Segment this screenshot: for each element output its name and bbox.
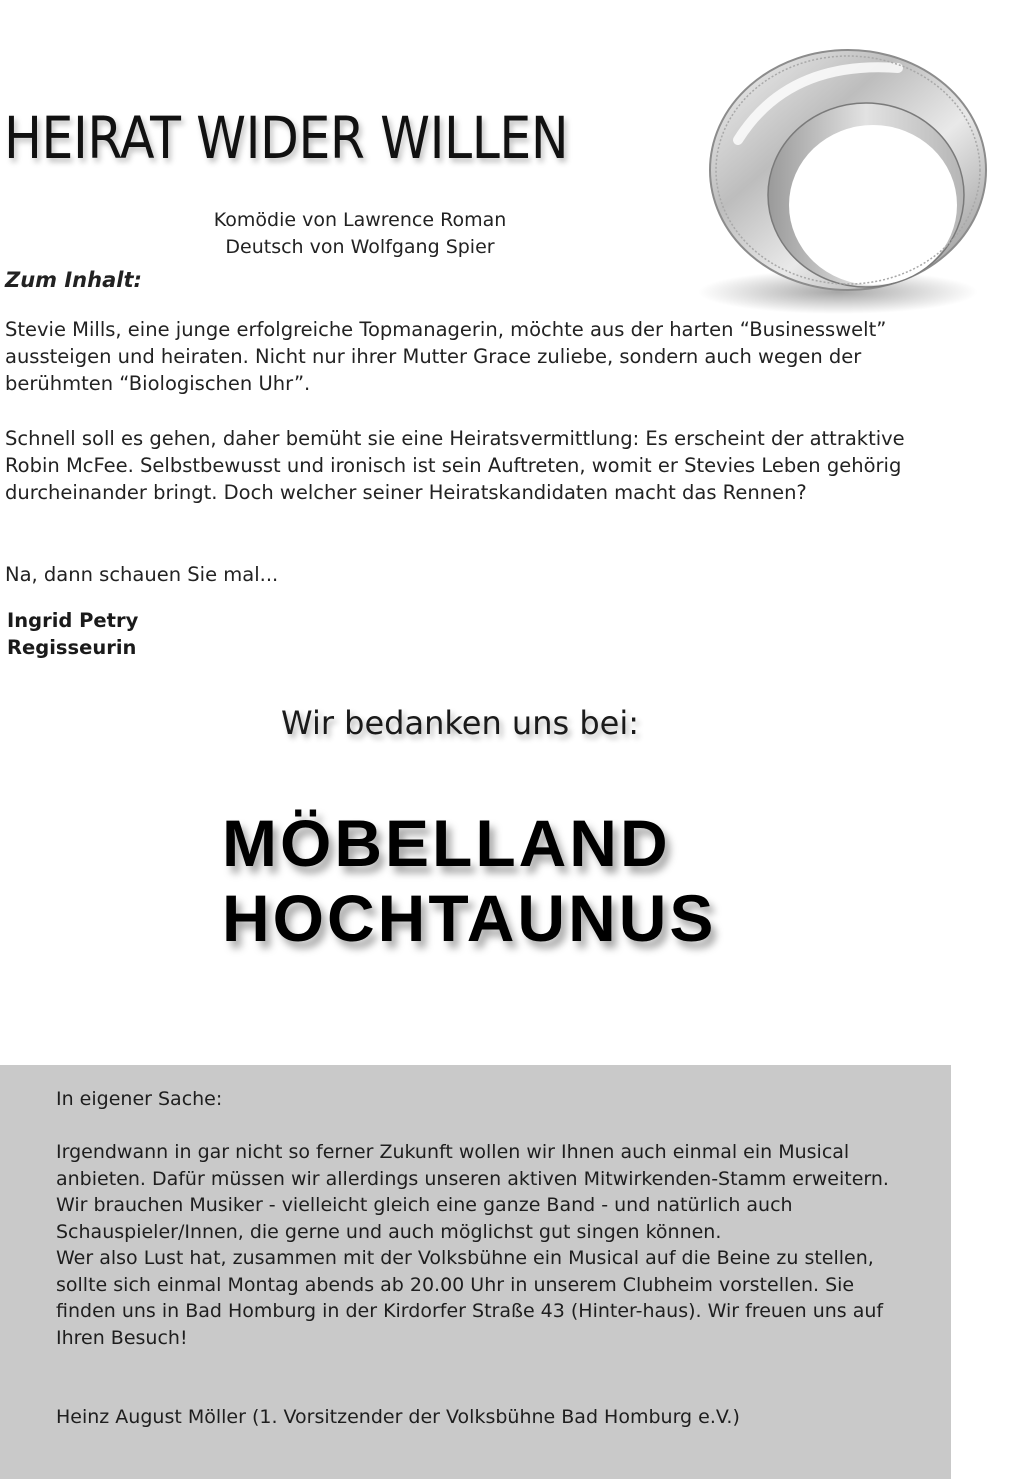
signature-name: Ingrid Petry (7, 609, 139, 632)
signature (7, 607, 138, 661)
notice-body-part-2: Wer also Lust hat, zusammen mit der Volksbühne ein Musical auf die Beine zu stellen, sollte sich einmal Montag abends ab 20.00 Uhr in unserem Clubheim vorstellen. Sie finden uns in Bad Homburg in der Kirdorfer Straße 43 (Hinter-haus). Wir freuen uns auf Ihren Besuch! (56, 1247, 884, 1349)
signature-role: Regisseurin (7, 636, 137, 659)
content-heading: Zum Inhalt: (5, 268, 142, 292)
sponsor-name-line-2: HOCHTAUNUS (222, 881, 717, 955)
author-credit: Komödie von Lawrence Roman (213, 209, 507, 231)
notice-body-part-1: Irgendwann in gar nicht so ferner Zukunft wollen wir Ihnen auch einmal ein Musical anbieten. Dafür müssen wir allerdings unseren aktiven Mitwirkenden-Stamm erweitern. Wir brauchen Musiker - vielleicht gleich eine ganze Band - und natürlich auch Schauspieler/Innen, die gerne und auch möglichst gut singen können. (56, 1141, 889, 1243)
notice-body (56, 1139, 916, 1351)
translator-credit: Deutsch von Wolfgang Spier (225, 236, 495, 258)
page-title: HEIRAT WIDER WILLEN (4, 104, 569, 172)
synopsis-paragraph-3: Na, dann schauen Sie mal... (5, 563, 279, 586)
sponsor-name-line-1: MÖBELLAND (222, 806, 671, 880)
synopsis-paragraph-1: Stevie Mills, eine junge erfolgreiche Topmanagerin, möchte aus der harten “Businesswelt” aussteigen und heiraten. Nicht nur ihrer Mutter Grace zuliebe, sondern auch wegen der berühmten “Biologischen Uhr”. (5, 318, 887, 395)
notice-sign-off: Heinz August Möller (1. Vorsitzender der Volksbühne Bad Homburg e.V.) (56, 1406, 740, 1428)
notice-heading: In eigener Sache: (56, 1088, 223, 1110)
wedding-ring-icon (668, 20, 988, 320)
thanks-heading: Wir bedanken uns bei: (281, 704, 639, 742)
sponsor-name (222, 806, 716, 956)
credits (140, 207, 580, 261)
synopsis-paragraph-2: Schnell soll es gehen, daher bemüht sie eine Heiratsvermittlung: Es erscheint der attraktive Robin McFee. Selbstbewusst und ironisch ist sein Auftreten, womit er Stevies Leben gehörig durcheinander bringt. Doch welcher seiner Heiratskandidaten macht das Rennen? (5, 427, 905, 504)
